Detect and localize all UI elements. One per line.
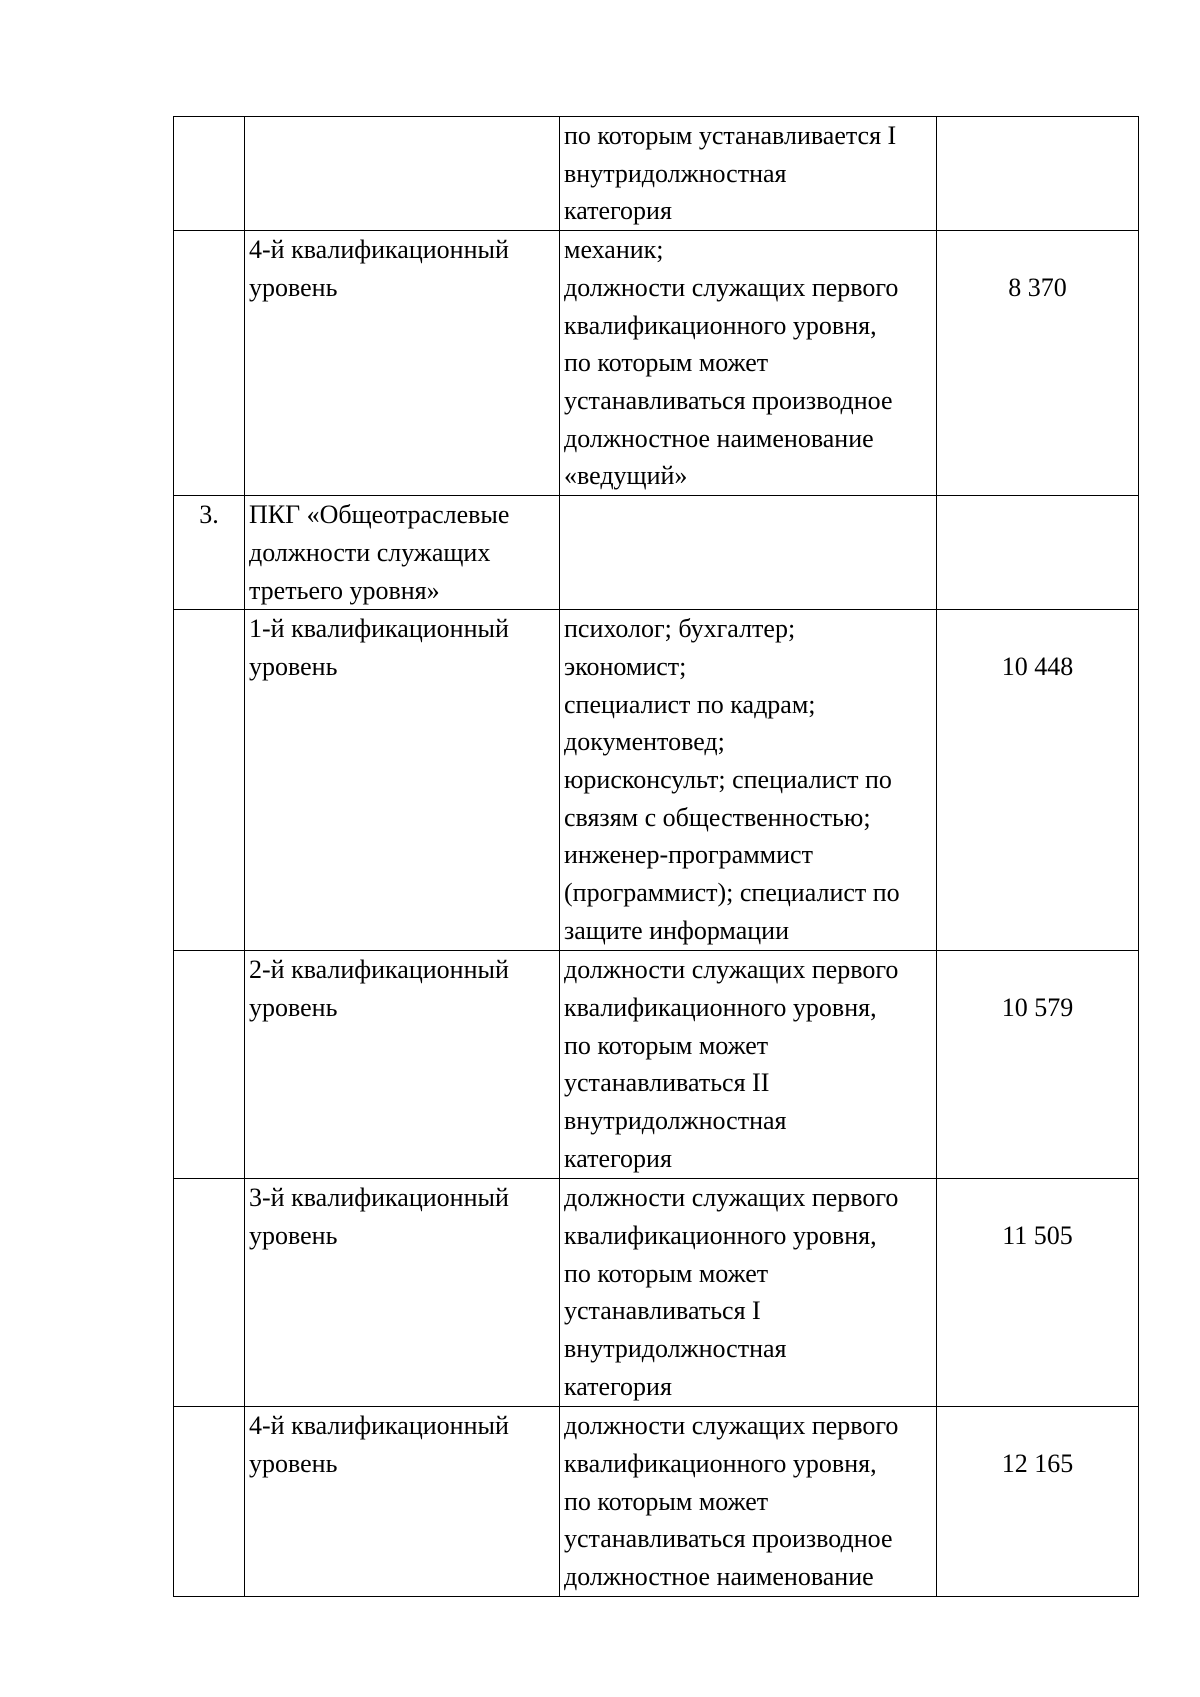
position-line: должности служащих первого bbox=[564, 955, 899, 985]
position-line: категория bbox=[564, 196, 672, 226]
position-list bbox=[560, 610, 937, 951]
position-list bbox=[560, 1407, 937, 1597]
row-number bbox=[174, 231, 245, 496]
position-line: «ведущий» bbox=[564, 461, 688, 491]
position-line: квалификационного уровня, bbox=[564, 992, 877, 1022]
salary-value bbox=[937, 496, 1139, 610]
position-line: экономист; bbox=[564, 651, 687, 681]
row-number bbox=[174, 1179, 245, 1407]
table-row bbox=[174, 1179, 1139, 1407]
table-row bbox=[174, 496, 1139, 610]
group-title: ПКГ «Общеотраслевые должности служащих третьего уровня» bbox=[245, 496, 560, 610]
position-line: квалификационного уровня, bbox=[564, 310, 877, 340]
position-line: квалификационного уровня, bbox=[564, 1220, 877, 1250]
position-line: должностное наименование bbox=[564, 1562, 874, 1592]
position-line: должности служащих первого bbox=[564, 1411, 899, 1441]
salary-value bbox=[937, 117, 1139, 231]
position-line: должностное наименование bbox=[564, 423, 874, 453]
salary-value: 10 448 bbox=[937, 610, 1139, 951]
table-row bbox=[174, 117, 1139, 231]
position-line: внутридолжностная bbox=[564, 1106, 787, 1136]
qualification-level bbox=[245, 117, 560, 231]
position-line: по которым может bbox=[564, 1258, 769, 1288]
salary-value: 11 505 bbox=[937, 1179, 1139, 1407]
position-line: (программист); специалист по bbox=[564, 878, 900, 908]
row-number bbox=[174, 951, 245, 1179]
position-list bbox=[560, 951, 937, 1179]
salary-table bbox=[173, 116, 1139, 1597]
position-line: документовед; bbox=[564, 727, 725, 757]
table-row bbox=[174, 951, 1139, 1179]
position-line: внутридолжностная bbox=[564, 1334, 787, 1364]
position-line: квалификационного уровня, bbox=[564, 1448, 877, 1478]
position-line: категория bbox=[564, 1371, 672, 1401]
position-line: по которым может bbox=[564, 1486, 769, 1516]
position-line: внутридолжностная bbox=[564, 158, 787, 188]
position-line: должности служащих первого bbox=[564, 272, 899, 302]
qualification-level: 2-й квалификационный уровень bbox=[245, 951, 560, 1179]
position-line: специалист по кадрам; bbox=[564, 689, 816, 719]
qualification-level: 4-й квалификационный уровень bbox=[245, 1407, 560, 1597]
row-number bbox=[174, 1407, 245, 1597]
row-number bbox=[174, 610, 245, 951]
position-line: психолог; бухгалтер; bbox=[564, 614, 796, 644]
position-line: по которым может bbox=[564, 348, 769, 378]
table-row bbox=[174, 1407, 1139, 1597]
position-line: юрисконсульт; специалист по bbox=[564, 765, 892, 795]
position-line: механик; bbox=[564, 235, 664, 265]
position-line: устанавливаться производное bbox=[564, 385, 893, 415]
salary-value: 12 165 bbox=[937, 1407, 1139, 1597]
position-line: по которым устанавливается I bbox=[564, 121, 897, 150]
position-list bbox=[560, 117, 937, 231]
position-line: инженер-программист bbox=[564, 840, 813, 870]
position-list bbox=[560, 231, 937, 496]
salary-value: 10 579 bbox=[937, 951, 1139, 1179]
table-row bbox=[174, 610, 1139, 951]
table-row bbox=[174, 231, 1139, 496]
position-list bbox=[560, 496, 937, 610]
position-line: устанавливаться I bbox=[564, 1296, 761, 1326]
qualification-level: 3-й квалификационный уровень bbox=[245, 1179, 560, 1407]
qualification-level: 1-й квалификационный уровень bbox=[245, 610, 560, 951]
salary-value: 8 370 bbox=[937, 231, 1139, 496]
qualification-level: 4-й квалификационный уровень bbox=[245, 231, 560, 496]
row-number: 3. bbox=[174, 496, 245, 610]
position-line: должности служащих первого bbox=[564, 1183, 899, 1213]
position-line: устанавливаться производное bbox=[564, 1524, 893, 1554]
position-line: защите информации bbox=[564, 915, 789, 945]
position-line: связям с общественностью; bbox=[564, 802, 871, 832]
position-line: устанавливаться II bbox=[564, 1068, 770, 1098]
position-list bbox=[560, 1179, 937, 1407]
position-line: категория bbox=[564, 1143, 672, 1173]
position-line: по которым может bbox=[564, 1030, 769, 1060]
row-number bbox=[174, 117, 245, 231]
